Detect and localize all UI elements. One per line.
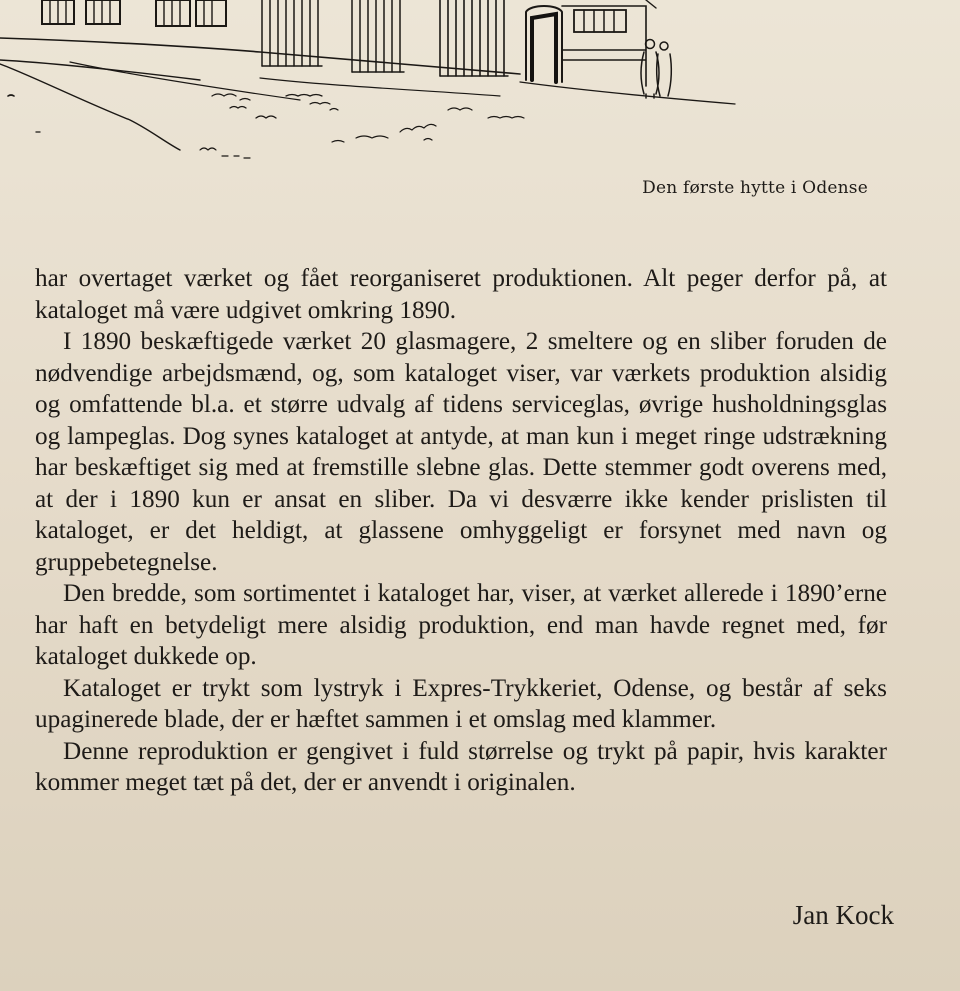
paragraph-3: Den bredde, som sortimentet i kataloget har, viser, at værket allerede i 1890’erne har haft en betydeligt mere alsidig produktion, end man havde regnet med, før kataloget dukkede op.	[35, 580, 887, 670]
paragraph-2: I 1890 beskæftigede værket 20 glasmagere, 2 smeltere og en sliber foruden de nødvendige arbejdsmænd, og, som kataloget viser, var værkets produktion alsidig og omfattende bl.a. et større udvalg af tidens serviceglas, øvrige husholdningsglas og lampeglas. Dog synes kataloget at antyde, at man kun i meget ringe udstrækning har beskæftiget sig med at fremstille slebne glas. Dette stemmer godt overens med, at der i 1890 kun er ansat en sliber. Da vi desværre ikke kender prislisten til kataloget, er det heldigt, at glassene omhyggeligt er forsynet med navn og gruppebetegnelse.	[35, 328, 887, 576]
paragraph-5: Denne reproduktion er gengivet i fuld størrelse og trykt på papir, hvis karakter kommer meget tæt på det, der er anvendt i originalen.	[35, 737, 887, 796]
hut-sketch-illustration	[0, 0, 760, 170]
paragraph-4: Kataloget er trykt som lystryk i Expres-Trykkeriet, Odense, og består af seks upaginerede blade, der er hæftet sammen i et omslag med klammer.	[35, 674, 887, 733]
author-signature: Jan Kock	[792, 900, 894, 930]
article-body	[35, 263, 887, 799]
paragraph-1: har overtaget værket og fået reorganiseret produktionen. Alt peger derfor på, at kataloget må være udgivet omkring 1890.	[35, 265, 887, 324]
illustration-caption: Den første hytte i Odense	[642, 178, 868, 198]
